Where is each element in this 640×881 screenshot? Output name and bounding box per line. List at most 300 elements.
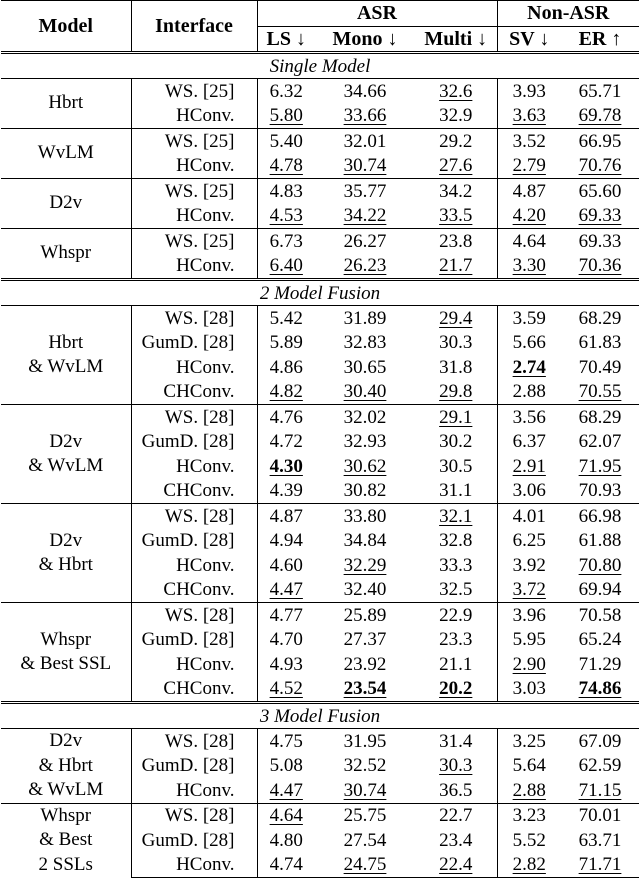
interface-cell: HConv.: [131, 778, 257, 803]
section-title: 2 Model Fusion: [1, 280, 639, 306]
er-value: 61.83: [578, 332, 622, 354]
sv-cell: [497, 578, 561, 603]
mono-cell: [315, 529, 415, 554]
header-sv: SV ↓: [497, 26, 561, 53]
model-name-line: & Hbrt: [38, 554, 93, 575]
mono-cell: [315, 853, 415, 878]
ls-value: 4.72: [269, 431, 303, 453]
interface-cell: WS. [28]: [131, 405, 257, 430]
sv-cell: [497, 254, 561, 280]
er-value: 71.71: [578, 854, 622, 876]
mono-cell: [315, 104, 415, 129]
multi-value: 32.8: [439, 530, 473, 552]
er-cell: [561, 355, 639, 380]
mono-value: 31.89: [343, 307, 387, 329]
sv-cell: [497, 430, 561, 455]
mono-value: 30.82: [343, 480, 387, 502]
sv-value: 2.82: [512, 854, 546, 876]
multi-cell: [415, 553, 497, 578]
er-cell: [561, 79, 639, 104]
table-row: [1, 229, 639, 254]
ls-value: 4.47: [269, 579, 303, 601]
model-name-line: 2 SSLs: [38, 853, 93, 875]
er-value: 70.55: [578, 381, 622, 403]
er-cell: [561, 652, 639, 677]
table-row: [1, 803, 639, 828]
mono-value: 30.40: [343, 381, 387, 403]
mono-value: 33.80: [343, 505, 387, 527]
mono-cell: [315, 204, 415, 229]
sv-cell: [497, 778, 561, 803]
sv-cell: [497, 204, 561, 229]
sv-value: 4.01: [512, 505, 546, 527]
er-cell: [561, 729, 639, 754]
mono-cell: [315, 229, 415, 254]
mono-cell: [315, 578, 415, 603]
er-value: 70.76: [578, 155, 622, 177]
table-row: [1, 129, 639, 154]
sv-cell: [497, 529, 561, 554]
er-cell: [561, 454, 639, 479]
mono-cell: [315, 179, 415, 204]
ls-cell: [257, 853, 315, 878]
ls-cell: [257, 254, 315, 280]
sv-cell: [497, 853, 561, 878]
ls-cell: [257, 754, 315, 779]
interface-cell: CHConv.: [131, 578, 257, 603]
sv-value: 5.95: [512, 629, 546, 651]
ls-value: 4.78: [269, 155, 303, 177]
er-value: 65.60: [578, 180, 622, 202]
section-title-row: [1, 280, 639, 306]
header-mono: Mono ↓: [332, 27, 398, 50]
multi-value: 30.2: [439, 431, 473, 453]
sv-value: 3.06: [512, 480, 546, 502]
ls-cell: [257, 79, 315, 104]
interface-cell: HConv.: [131, 154, 257, 179]
interface-cell: HConv.: [131, 254, 257, 280]
model-name-line: & Hbrt: [38, 754, 93, 776]
ls-value: 4.53: [269, 205, 303, 227]
er-value: 70.93: [578, 480, 622, 502]
er-cell: [561, 778, 639, 803]
ls-cell: [257, 729, 315, 754]
sv-cell: [497, 454, 561, 479]
multi-value: 31.1: [439, 480, 473, 502]
multi-value: 29.1: [439, 406, 473, 428]
mono-value: 32.40: [343, 579, 387, 601]
sv-cell: [497, 754, 561, 779]
ls-cell: [257, 652, 315, 677]
section-title: Single Model: [1, 53, 639, 79]
multi-cell: [415, 754, 497, 779]
ls-value: 4.80: [269, 829, 303, 851]
mono-value: 26.23: [343, 255, 387, 277]
ls-cell: [257, 405, 315, 430]
er-cell: [561, 380, 639, 405]
ls-cell: [257, 628, 315, 653]
ls-cell: [257, 204, 315, 229]
er-value: 71.15: [578, 779, 622, 801]
er-cell: [561, 803, 639, 828]
mono-value: 23.54: [343, 678, 387, 700]
ls-value: 4.86: [269, 356, 303, 378]
table-row: [1, 179, 639, 204]
multi-cell: [415, 380, 497, 405]
multi-cell: [415, 529, 497, 554]
multi-value: 29.2: [439, 130, 473, 152]
model-name-cell: [1, 229, 131, 280]
sv-value: 3.63: [512, 105, 546, 127]
ls-value: 5.80: [269, 105, 303, 127]
model-name-line: & Best SSL: [20, 653, 112, 674]
er-value: 66.98: [578, 505, 622, 527]
mono-value: 33.66: [343, 105, 387, 127]
multi-value: 21.1: [439, 653, 473, 675]
multi-cell: [415, 331, 497, 356]
mono-cell: [315, 355, 415, 380]
sv-cell: [497, 331, 561, 356]
sv-cell: [497, 628, 561, 653]
sv-cell: [497, 104, 561, 129]
er-value: 62.59: [578, 755, 622, 777]
sv-value: 3.93: [512, 80, 546, 102]
er-cell: [561, 229, 639, 254]
model-name-cell: [1, 306, 131, 405]
mono-value: 34.66: [343, 80, 387, 102]
interface-cell: HConv.: [131, 454, 257, 479]
mono-value: 32.52: [343, 755, 387, 777]
sv-cell: [497, 603, 561, 628]
sv-value: 3.92: [512, 554, 546, 576]
mono-cell: [315, 380, 415, 405]
sv-value: 5.52: [512, 829, 546, 851]
interface-cell: GumD. [28]: [131, 331, 257, 356]
er-cell: [561, 828, 639, 853]
interface-cell: GumD. [28]: [131, 529, 257, 554]
er-cell: [561, 331, 639, 356]
mono-value: 32.93: [343, 431, 387, 453]
er-cell: [561, 204, 639, 229]
sv-value: 6.37: [512, 431, 546, 453]
er-value: 70.01: [578, 805, 622, 827]
ls-cell: [257, 578, 315, 603]
multi-value: 36.5: [439, 779, 473, 801]
ls-value: 4.30: [269, 455, 303, 477]
mono-value: 30.74: [343, 155, 387, 177]
sv-cell: [497, 677, 561, 703]
model-name-cell: [1, 129, 131, 179]
er-cell: [561, 628, 639, 653]
model-name-cell: [1, 79, 131, 129]
ls-value: 5.42: [269, 307, 303, 329]
ls-value: 4.74: [269, 854, 303, 876]
er-value: 63.71: [578, 829, 622, 851]
ls-cell: [257, 828, 315, 853]
mono-value: 34.22: [343, 205, 387, 227]
multi-value: 23.4: [439, 829, 473, 851]
sv-value: 2.74: [512, 356, 546, 378]
mono-cell: [315, 306, 415, 331]
mono-cell: [315, 778, 415, 803]
multi-value: 30.3: [439, 755, 473, 777]
ls-value: 4.64: [269, 805, 303, 827]
sv-cell: [497, 504, 561, 529]
er-value: 62.07: [578, 431, 622, 453]
interface-cell: WS. [25]: [131, 179, 257, 204]
er-value: 70.49: [578, 356, 622, 378]
model-name-line: & WvLM: [28, 455, 104, 476]
ls-cell: [257, 355, 315, 380]
er-cell: [561, 578, 639, 603]
ls-cell: [257, 331, 315, 356]
er-value: 68.29: [578, 307, 622, 329]
ls-value: 4.82: [269, 381, 303, 403]
multi-cell: [415, 479, 497, 504]
interface-cell: GumD. [28]: [131, 754, 257, 779]
model-name-cell: [1, 603, 131, 703]
mono-cell: [315, 729, 415, 754]
sv-cell: [497, 79, 561, 104]
mono-cell: [315, 405, 415, 430]
mono-cell: [315, 331, 415, 356]
ls-cell: [257, 529, 315, 554]
multi-value: 22.9: [439, 604, 473, 626]
ls-value: 4.47: [269, 779, 303, 801]
table-row: [1, 405, 639, 430]
er-value: 71.95: [578, 455, 622, 477]
ls-cell: [257, 306, 315, 331]
header-ls: LS ↓: [257, 26, 315, 53]
mono-cell: [315, 454, 415, 479]
multi-value: 32.6: [439, 80, 473, 102]
mono-value: 35.77: [343, 180, 387, 202]
mono-value: 32.02: [343, 406, 387, 428]
ls-value: 6.32: [269, 80, 303, 102]
er-value: 70.58: [578, 604, 622, 626]
mono-cell: [315, 652, 415, 677]
sv-value: 5.66: [512, 332, 546, 354]
sv-value: 3.23: [512, 805, 546, 827]
er-cell: [561, 853, 639, 878]
ls-value: 4.39: [269, 480, 303, 502]
table-row: [1, 603, 639, 628]
sv-cell: [497, 229, 561, 254]
multi-value: 33.5: [439, 205, 473, 227]
ls-value: 5.40: [269, 130, 303, 152]
model-name-line: Whspr: [40, 242, 92, 264]
er-cell: [561, 104, 639, 129]
ls-cell: [257, 603, 315, 628]
er-cell: [561, 179, 639, 204]
multi-value: 30.5: [439, 455, 473, 477]
interface-cell: HConv.: [131, 553, 257, 578]
sv-value: 3.96: [512, 604, 546, 626]
sv-value: 3.72: [512, 579, 546, 601]
multi-value: 30.3: [439, 332, 473, 354]
ls-cell: [257, 803, 315, 828]
multi-cell: [415, 355, 497, 380]
multi-cell: [415, 603, 497, 628]
sv-value: 3.03: [512, 678, 546, 700]
er-value: 74.86: [578, 678, 622, 700]
interface-cell: WS. [25]: [131, 129, 257, 154]
mono-cell: [315, 254, 415, 280]
interface-cell: GumD. [28]: [131, 430, 257, 455]
multi-cell: [415, 229, 497, 254]
sv-value: 4.20: [512, 205, 546, 227]
er-value: 70.80: [578, 554, 622, 576]
multi-cell: [415, 306, 497, 331]
mono-cell: [315, 430, 415, 455]
interface-cell: WS. [25]: [131, 229, 257, 254]
multi-value: 31.4: [439, 730, 473, 752]
sv-value: 2.88: [512, 779, 546, 801]
er-value: 66.95: [578, 130, 622, 152]
multi-cell: [415, 504, 497, 529]
interface-cell: WS. [25]: [131, 79, 257, 104]
sv-cell: [497, 306, 561, 331]
interface-cell: HConv.: [131, 104, 257, 129]
mono-cell: [315, 803, 415, 828]
ls-cell: [257, 229, 315, 254]
ls-value: 4.93: [269, 653, 303, 675]
model-name-line: D2v: [49, 730, 83, 751]
interface-cell: CHConv.: [131, 380, 257, 405]
er-cell: [561, 430, 639, 455]
model-name-line: WvLM: [37, 142, 94, 164]
er-value: 69.94: [578, 579, 622, 601]
multi-cell: [415, 129, 497, 154]
sv-cell: [497, 803, 561, 828]
table-row: [1, 504, 639, 529]
interface-cell: WS. [28]: [131, 803, 257, 828]
multi-cell: [415, 729, 497, 754]
multi-value: 23.3: [439, 629, 473, 651]
table-body: [1, 53, 639, 878]
mono-value: 27.37: [343, 629, 387, 651]
multi-cell: [415, 79, 497, 104]
multi-cell: [415, 628, 497, 653]
header-non-asr: Non-ASR: [497, 1, 639, 27]
mono-cell: [315, 628, 415, 653]
sv-value: 3.56: [512, 406, 546, 428]
section-title-row: [1, 53, 639, 79]
model-name-line: Hbrt: [48, 331, 84, 353]
sv-value: 4.64: [512, 230, 546, 252]
ls-cell: [257, 430, 315, 455]
mono-value: 26.27: [343, 230, 387, 252]
ls-cell: [257, 778, 315, 803]
sv-cell: [497, 129, 561, 154]
multi-value: 33.3: [439, 554, 473, 576]
multi-cell: [415, 803, 497, 828]
model-name-line: & WvLM: [28, 779, 104, 800]
er-value: 69.33: [578, 230, 622, 252]
model-name-line: Whspr: [40, 804, 92, 826]
interface-cell: HConv.: [131, 652, 257, 677]
multi-cell: [415, 104, 497, 129]
sv-value: 2.91: [512, 455, 546, 477]
interface-cell: WS. [28]: [131, 306, 257, 331]
table-row: [1, 79, 639, 104]
model-name-line: Whspr: [40, 628, 92, 650]
sv-value: 2.79: [512, 155, 546, 177]
mono-cell: [315, 479, 415, 504]
mono-value: 30.74: [343, 779, 387, 801]
multi-cell: [415, 853, 497, 878]
multi-cell: [415, 254, 497, 280]
sv-cell: [497, 729, 561, 754]
section-title-row: [1, 703, 639, 729]
mono-value: 32.01: [343, 130, 387, 152]
sv-cell: [497, 652, 561, 677]
er-cell: [561, 254, 639, 280]
table-row: [1, 729, 639, 754]
mono-value: 32.83: [343, 332, 387, 354]
sv-value: 3.30: [512, 255, 546, 277]
multi-value: 29.8: [439, 381, 473, 403]
er-value: 68.29: [578, 406, 622, 428]
interface-cell: WS. [28]: [131, 504, 257, 529]
interface-cell: CHConv.: [131, 479, 257, 504]
interface-cell: HConv.: [131, 204, 257, 229]
mono-value: 25.75: [343, 805, 387, 827]
header-asr: ASR: [257, 1, 497, 27]
multi-value: 21.7: [439, 255, 473, 277]
model-name-cell: [1, 504, 131, 603]
er-value: 67.09: [578, 730, 622, 752]
model-name-line: & WvLM: [28, 356, 104, 377]
sv-cell: [497, 154, 561, 179]
ls-value: 6.73: [269, 230, 303, 252]
multi-cell: [415, 204, 497, 229]
mono-cell: [315, 828, 415, 853]
model-name-cell: [1, 179, 131, 229]
sv-value: 2.90: [512, 653, 546, 675]
model-name-line: D2v: [49, 430, 83, 452]
er-value: 71.29: [578, 653, 622, 675]
mono-value: 30.65: [343, 356, 387, 378]
interface-cell: WS. [28]: [131, 729, 257, 754]
er-cell: [561, 754, 639, 779]
sv-cell: [497, 179, 561, 204]
ls-cell: [257, 154, 315, 179]
ls-value: 4.75: [269, 730, 303, 752]
ls-value: 4.52: [269, 678, 303, 700]
er-cell: [561, 129, 639, 154]
interface-cell: GumD. [28]: [131, 628, 257, 653]
ls-value: 4.87: [269, 505, 303, 527]
header-model: Model: [1, 1, 131, 53]
interface-cell: CHConv.: [131, 677, 257, 703]
ls-value: 4.83: [269, 180, 303, 202]
er-cell: [561, 677, 639, 703]
multi-cell: [415, 828, 497, 853]
er-cell: [561, 479, 639, 504]
multi-value: 32.5: [439, 579, 473, 601]
multi-cell: [415, 179, 497, 204]
header-interface: Interface: [131, 1, 257, 53]
mono-value: 23.92: [343, 653, 387, 675]
ls-value: 4.70: [269, 629, 303, 651]
er-value: 65.71: [578, 80, 622, 102]
sv-value: 2.88: [512, 381, 546, 403]
sv-value: 4.87: [512, 180, 546, 202]
mono-value: 25.89: [343, 604, 387, 626]
mono-cell: [315, 553, 415, 578]
interface-cell: HConv.: [131, 355, 257, 380]
